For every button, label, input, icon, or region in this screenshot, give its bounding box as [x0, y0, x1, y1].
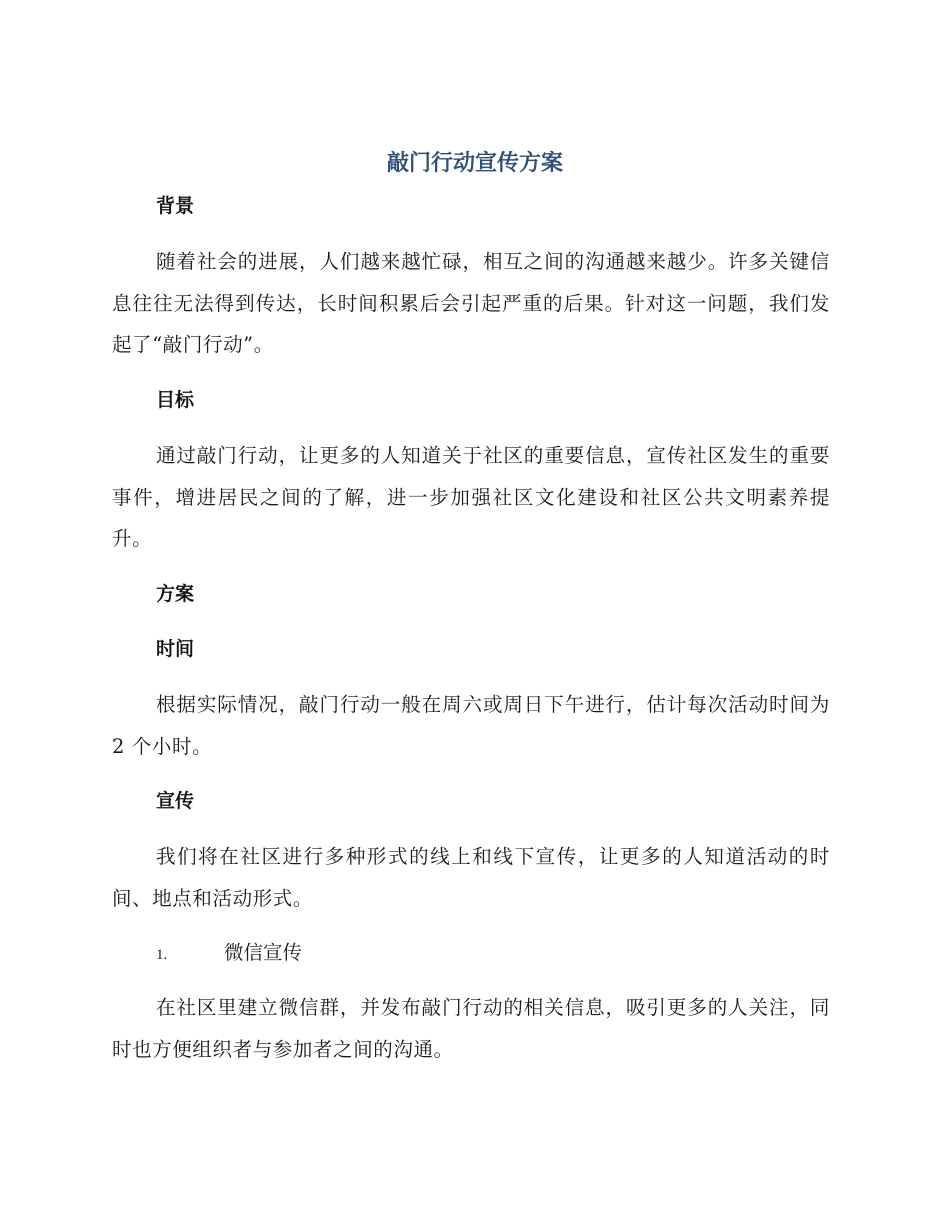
- list-item: [156, 938, 302, 970]
- section-heading-plan: 方案: [156, 583, 195, 605]
- section-heading-time: 时间: [156, 638, 195, 660]
- paragraph-time: 根据实际情况，敲门行动一般在周六或周日下午进行，估计每次活动时间为 2 个小时。: [112, 693, 830, 758]
- list-item-text: 微信宣传: [224, 941, 303, 964]
- paragraph-wechat: 在社区里建立微信群，并发布敲门行动的相关信息，吸引更多的人关注，同时也方便组织者与参加者之间的沟通。: [112, 996, 830, 1061]
- list-item-number: 1.: [156, 947, 168, 963]
- paragraph-background: 随着社会的进展，人们越来越忙碌，相互之间的沟通越来越少。许多关键信息往往无法得到传达，长时间积累后会引起严重的后果。针对这一问题，我们发起了“敲门行动”。: [112, 250, 830, 356]
- section-heading-goal: 目标: [156, 389, 195, 411]
- paragraph-promotion: 我们将在社区进行多种形式的线上和线下宣传，让更多的人知道活动的时间、地点和活动形式。: [112, 845, 830, 910]
- section-heading-background: 背景: [156, 195, 195, 217]
- paragraph-goal: 通过敲门行动，让更多的人知道关于社区的重要信息，宣传社区发生的重要事件，增进居民之间的了解，进一步加强社区文化建设和社区公共文明素养提升。: [112, 444, 830, 550]
- document-title: 敲门行动宣传方案: [386, 151, 563, 176]
- section-heading-promotion: 宣传: [156, 790, 195, 812]
